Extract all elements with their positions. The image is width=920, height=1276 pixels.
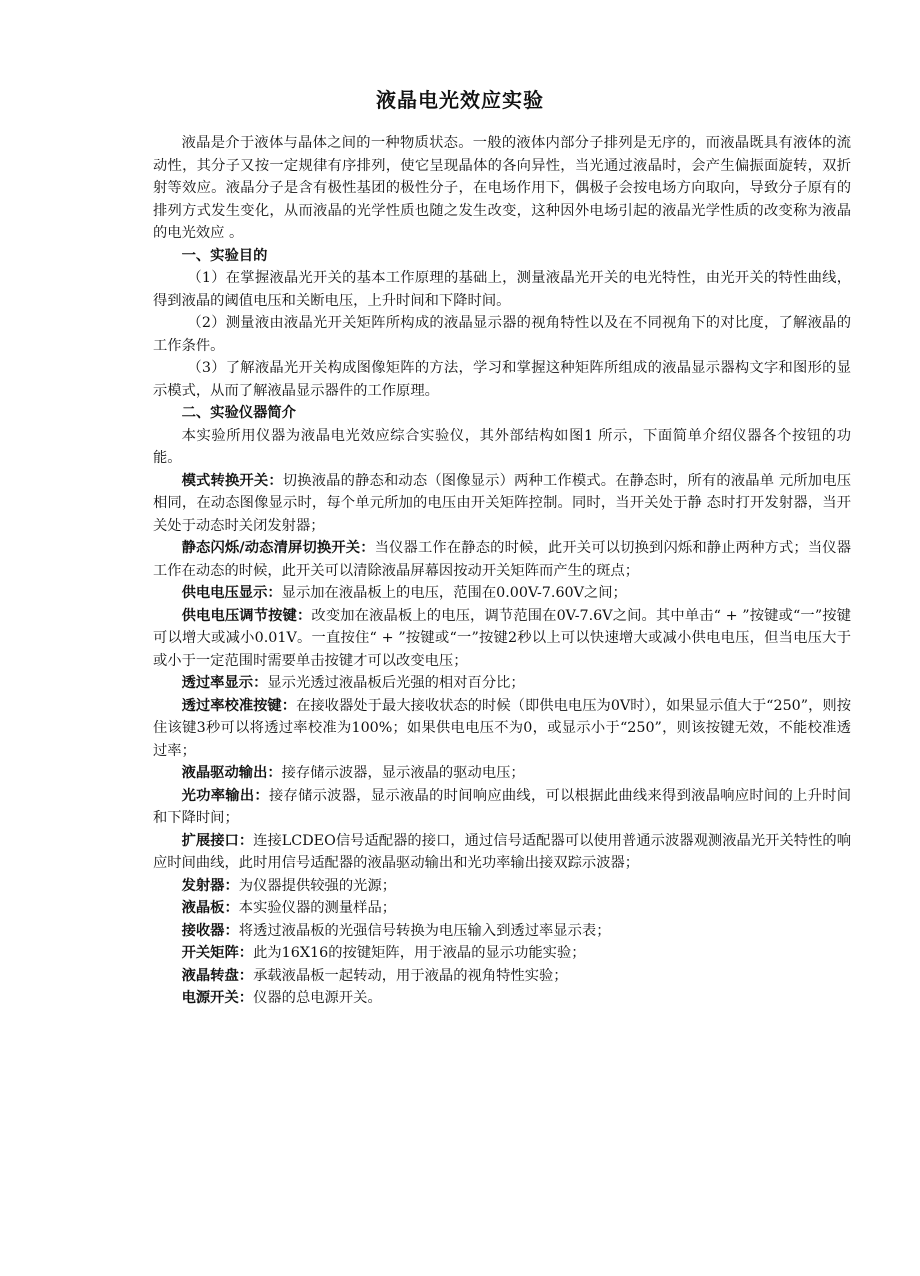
intro-paragraph: 液晶是介于液体与晶体之间的一种物质状态。一般的液体内部分子排列是无序的，而液晶既具有液体的流动性，其分子又按一定规律有序排列，使它呈现晶体的各向异性，当光通过液晶时，会产生偏振面旋转，双折射等效应。液晶分子是含有极性基团的极性分子，在电场作用下，偶极子会按电场方向取向，导致分子原有的排列方式发生变化，从而液晶的光学性质也随之发生改变，这种因外电场引起的液晶光学性质的改变称为液晶的电光效应 。 <box>153 135 851 241</box>
document-title: 液晶电光效应实验 <box>376 88 544 112</box>
control-desc: 接存储示波器，显示液晶的驱动电压； <box>281 765 525 781</box>
control-term: 发射器： <box>181 877 239 894</box>
control-item-switch-matrix <box>153 942 851 965</box>
section-heading-instrument: 二、实验仪器简介 <box>181 405 296 421</box>
control-term: 供电电压显示： <box>181 585 282 601</box>
control-desc: 本实验仪器的测量样品； <box>238 900 397 916</box>
purpose-item-1: （1）在掌握液晶光开关的基本工作原理的基础上，测量液晶光开关的电光特性，由光开关的特性曲线，得到液晶的阈值电压和关断电压，上升时间和下降时间。 <box>153 270 851 309</box>
control-term: 光功率输出： <box>181 787 269 804</box>
control-term: 扩展接口： <box>181 832 254 849</box>
control-desc: 在接收器处于最大接收状态的时候（即供电电压为0V时），如果显示值大于“250”，则按住该键3秒可以将透过率校准为100%；如果供电电压不为0，或显示小于“250”，则该按键无效，不能校准透过率； <box>153 697 851 759</box>
control-desc: 为仪器提供较强的光源； <box>238 877 397 894</box>
control-item-power-switch <box>153 987 851 1010</box>
control-desc: 此为16X16的按键矩阵，用于液晶的显示功能实验； <box>253 945 586 961</box>
control-item-transmittance-calibrate <box>153 695 851 763</box>
control-desc: 改变加在液晶板上的电压，调节范围在0V-7.6V之间。其中单击“ + ”按键或“一”按键可以增大或减小0.01V。一直按住“ + ”按键或“一”按键2秒以上可以快速增大或减小供电电压，但当电压大于或小于一定范围时需要单击按键才可以改变电压； <box>153 607 852 669</box>
control-item-voltage-display <box>153 582 851 605</box>
control-item-transmittance-display <box>153 672 851 695</box>
control-term: 电源开关： <box>181 990 254 1006</box>
control-item-expansion-port <box>153 830 851 875</box>
control-item-voltage-adjust <box>153 605 851 673</box>
control-term: 静态闪烁/动态清屏切换开关： <box>181 540 375 556</box>
control-desc: 承载液晶板一起转动，用于液晶的视角特性实验； <box>253 967 568 984</box>
document-body <box>153 132 851 1010</box>
instrument-intro: 本实验所用仪器为液晶电光效应综合实验仪，其外部结构如图1 所示，下面简单介绍仪器各个按钮的功能。 <box>153 427 851 466</box>
control-term: 透过率校准按键： <box>181 697 297 714</box>
control-term: 液晶驱动输出： <box>181 765 282 781</box>
control-item-receiver <box>153 920 851 943</box>
control-item-lc-drive-output <box>153 762 851 785</box>
control-item-flash-clear-switch <box>153 537 851 582</box>
control-term: 开关矩阵： <box>181 945 254 961</box>
control-desc: 仪器的总电源开关。 <box>253 990 382 1006</box>
control-term: 透过率显示： <box>181 675 268 691</box>
control-term: 液晶板： <box>181 900 239 916</box>
control-desc: 接存储示波器，显示液晶的时间响应曲线，可以根据此曲线来得到液晶响应时间的上升时间和下降时间； <box>153 787 852 826</box>
control-item-lc-turntable <box>153 965 851 988</box>
control-term: 模式转换开关： <box>181 472 283 489</box>
control-desc: 连接LCDEO信号适配器的接口，通过信号适配器可以使用普通示波器观测液晶光开关特性的响应时间曲线，此时用信号适配器的液晶驱动输出和光功率输出接双踪示波器； <box>153 832 851 871</box>
control-desc: 切换液晶的静态和动态（图像显示）两种工作模式。在静态时，所有的液晶单 元所加电压相同，在动态图像显示时，每个单元所加的电压由开关矩阵控制。同时，当开关处于静 态时打开发射器，当开关处于动态时关闭发射器； <box>153 472 852 534</box>
purpose-item-2: （2）测量液由液晶光开关矩阵所构成的液晶显示器的视角特性以及在不同视角下的对比度，了解液晶的工作条件。 <box>153 315 851 354</box>
control-item-emitter <box>153 875 851 898</box>
control-desc: 显示加在液晶板上的电压，范围在0.00V-7.60V之间； <box>281 585 627 601</box>
control-desc: 当仪器工作在静态的时候，此开关可以切换到闪烁和静止两种方式；当仪器工作在动态的时候，此开关可以清除液晶屏幕因按动开关矩阵而产生的斑点； <box>153 540 851 579</box>
control-desc: 显示光透过液晶板后光强的相对百分比； <box>267 675 525 691</box>
purpose-item-3: （3）了解液晶光开关构成图像矩阵的方法，学习和掌握这种矩阵所组成的液晶显示器构文字和图形的显示模式，从而了解液晶显示器件的工作原理。 <box>153 360 851 399</box>
control-item-lc-panel <box>153 897 851 920</box>
control-term: 接收器： <box>181 922 239 939</box>
control-desc: 将透过液晶板的光强信号转换为电压输入到透过率显示表； <box>238 922 611 939</box>
control-term: 液晶转盘： <box>181 967 254 984</box>
control-item-mode-switch <box>153 470 851 538</box>
section-heading-purpose: 一、实验目的 <box>181 247 268 264</box>
control-item-optical-power-output <box>153 785 851 830</box>
control-term: 供电电压调节按键： <box>181 607 312 624</box>
